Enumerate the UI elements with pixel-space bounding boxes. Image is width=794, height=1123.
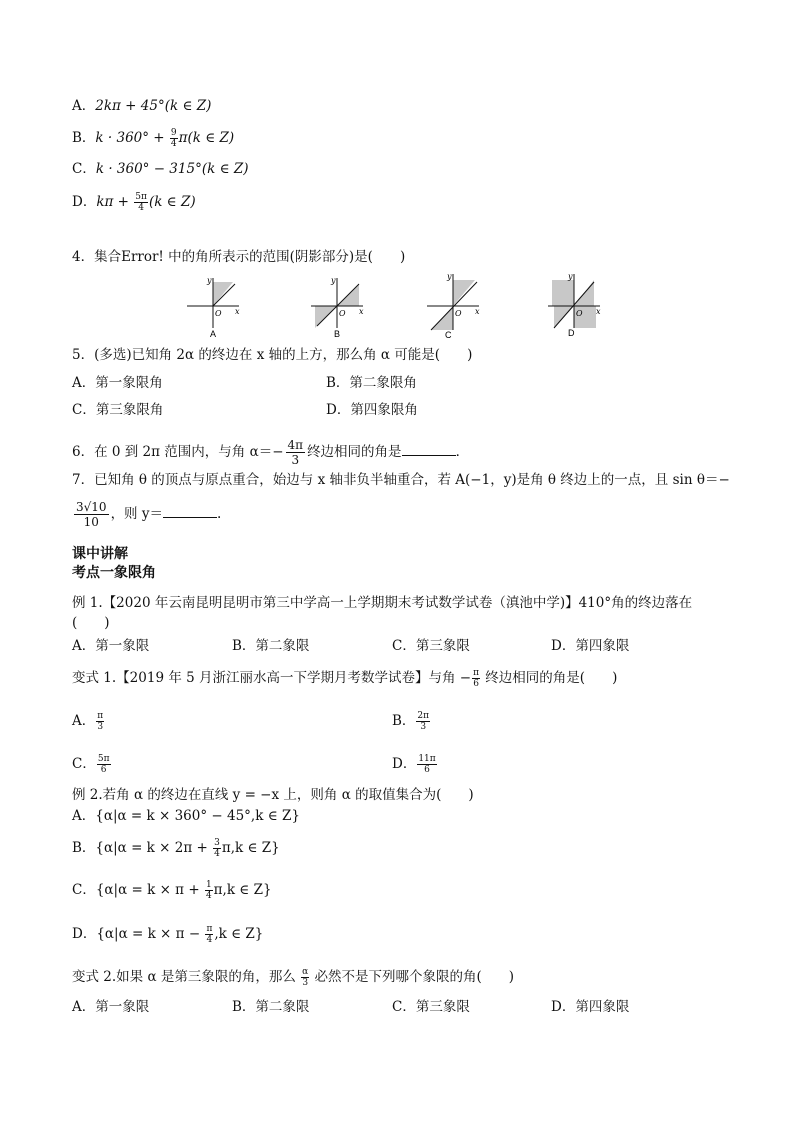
var2-option-c: C．第三象限: [392, 999, 470, 1015]
q7-line1: 7．已知角 θ 的顶点与原点重合，始边与 x 轴非负半轴重合，若 A(−1，y)是角 θ 终边上的一点，且 sin θ＝−: [72, 472, 730, 488]
q3-option-c: C．k · 360° − 315°(k ∈ Z): [72, 161, 249, 177]
origin-label: O: [339, 309, 346, 318]
ex1-stem: 例 1.【2020 年云南昆明昆明市第三中学高一上学期期末考试数学试卷（滇池中学)】410°角的终边落在: [72, 595, 693, 611]
var1-option-d: D． $\frac{11\pi}{6}$: [392, 754, 436, 775]
q5-option-d: D．第四象限角: [326, 402, 418, 418]
axis-x-label: x: [596, 307, 601, 316]
ex2-option-a: A．{α|α = k × 360° − 45°,k ∈ Z}: [72, 808, 300, 824]
axis-x-label: x: [359, 307, 364, 316]
q5-option-b: B．第二象限角: [326, 375, 417, 391]
var1-stem: 变式 1.【2019 年 5 月浙江丽水高一下学期月考数学试卷】与角 − $\frac{\pi}{6}$ 终边相同的角是( ): [72, 668, 618, 689]
var2-option-b: B．第二象限: [232, 999, 310, 1015]
q7-answer-blank: [163, 505, 217, 518]
q6-stem: 6．在 0 到 2π 范围内，与角 α＝− $\frac{4\pi}{3}$ 终边相同的角是 ．: [72, 438, 470, 467]
ex2-option-c: C．{α|α = k × π + $\frac{1}{4}$ π,k ∈ Z}: [72, 880, 272, 901]
ex2-option-b: B．{α|α = k × 2π + $\frac{3}{4}$ π,k ∈ Z}: [72, 838, 280, 859]
q6-answer-blank: [402, 443, 456, 456]
axis-y-label: y: [568, 272, 573, 281]
figure-label: B: [334, 329, 341, 339]
section-subtitle: 考点一象限角: [72, 565, 156, 581]
origin-label: O: [576, 309, 583, 318]
figure-label: D: [568, 328, 575, 338]
ex1-option-a: A．第一象限: [72, 638, 150, 654]
ex1-paren: ( ): [72, 615, 110, 631]
q3-option-b: B．k · 360° + $\frac{9}{4}$ π(k ∈ Z): [72, 128, 235, 149]
ex2-stem: 例 2.若角 α 的终边在直线 y = −x 上，则角 α 的取值集合为( ): [72, 787, 474, 803]
q3-option-d: D．kπ + $\frac{5\pi}{4}$ (k ∈ Z): [72, 192, 196, 213]
var2-option-d: D．第四象限: [551, 999, 630, 1015]
ex2-option-d: D．{α|α = k × π − $\frac{\pi}{4}$ ,k ∈ Z}: [72, 924, 264, 945]
q3-option-a: A．2kπ + 45°(k ∈ Z): [72, 98, 212, 114]
ex1-option-d: D．第四象限: [551, 638, 630, 654]
ex1-option-b: B．第二象限: [232, 638, 310, 654]
q5-stem: 5．(多选)已知角 2α 的终边在 x 轴的上方，那么角 α 可能是( ): [72, 347, 473, 363]
origin-label: O: [455, 309, 462, 318]
section-title: 课中讲解: [72, 546, 128, 562]
ex1-option-c: C．第三象限: [392, 638, 470, 654]
q4-stem: 4．集合Error! 中的角所表示的范围(阴影部分)是( ): [72, 249, 406, 265]
var1-option-c: C． $\frac{5\pi}{6}$: [72, 754, 110, 775]
q4-figure-a: [183, 274, 247, 340]
figure-label: A: [210, 329, 217, 339]
q4-figure-d: [544, 270, 608, 338]
axis-y-label: y: [331, 276, 336, 285]
axis-x-label: x: [475, 307, 480, 316]
var1-option-a: A． $\frac{\pi}{3}$: [72, 711, 104, 732]
q5-option-c: C．第三象限角: [72, 402, 164, 418]
axis-y-label: y: [207, 276, 212, 285]
origin-label: O: [215, 309, 222, 318]
var2-option-a: A．第一象限: [72, 999, 150, 1015]
axis-y-label: y: [447, 272, 452, 281]
q4-figure-b: [307, 274, 371, 340]
figure-label: C: [445, 330, 452, 340]
var1-option-b: B． $\frac{2\pi}{3}$: [392, 711, 430, 732]
q7-line2: $\frac{3√10}{10}$ ，则 y＝ .: [76, 500, 222, 529]
q4-figure-c: [423, 270, 487, 340]
var2-stem: 变式 2.如果 α 是第三象限的角，那么 $\frac{\alpha}{3}$ 必然不是下列哪个象限的角( ): [72, 967, 515, 988]
q5-option-a: A．第一象限角: [72, 375, 163, 391]
axis-x-label: x: [235, 307, 240, 316]
